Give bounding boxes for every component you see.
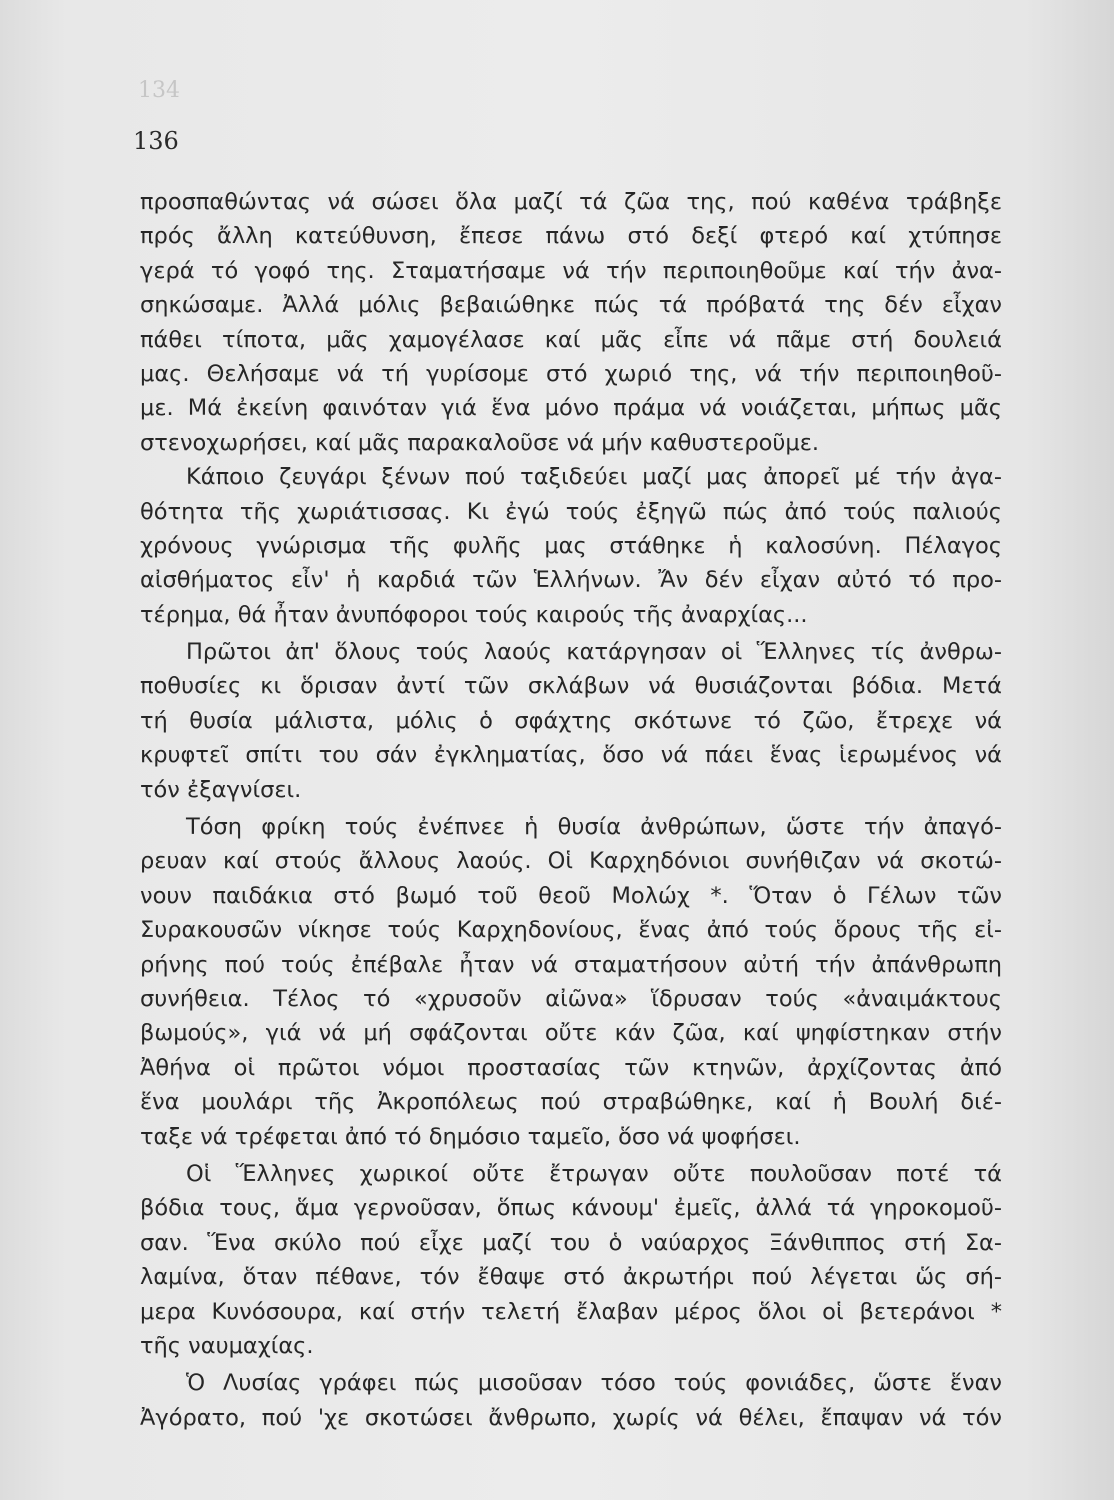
text-line: ἕνα μουλάρι τῆς Ἀκροπόλεως πού στραβώθηκε, καί ἡ Βουλή διέ-	[140, 1089, 1002, 1116]
text-line: νουν παιδάκια στό βωμό τοῦ θεοῦ Μολώχ *. Ὅταν ὁ Γέλων τῶν	[140, 882, 1002, 909]
text-line: Κάποιο ζευγάρι ξένων πού ταξιδεύει μαζί μας ἀπορεῖ μέ τήν ἀγα-	[186, 464, 1002, 491]
text-line: θότητα τῆς χωριάτισσας. Κι ἐγώ τούς ἐξηγῶ πώς ἀπό τούς παλιούς	[140, 498, 1002, 525]
text-line: με. Μά ἐκείνη φαινόταν γιά ἕνα μόνο πράμα νά νοιάζεται, μήπως μᾶς	[140, 395, 1002, 422]
text-line: ποθυσίες κι ὅρισαν ἀντί τῶν σκλάβων νά θυσιάζονται βόδια. Μετά	[140, 673, 1002, 700]
text-line: Ἀγόρατο, πού 'χε σκοτώσει ἄνθρωπο, χωρίς νά θέλει, ἔπαψαν νά τόν	[140, 1404, 1002, 1431]
text-line: Ἀθήνα οἱ πρῶτοι νόμοι προστασίας τῶν κτηνῶν, ἀρχίζοντας ἀπό	[140, 1054, 1002, 1081]
text-line: Ὁ Λυσίας γράφει πώς μισοῦσαν τόσο τούς φονιάδες, ὥστε ἕναν	[186, 1370, 1002, 1397]
text-line: αἰσθήματος εἶν' ἡ καρδιά τῶν Ἑλλήνων. Ἄν δέν εἶχαν αὐτό τό προ-	[140, 567, 1002, 594]
text-line: στενοχωρήσει, καί μᾶς παρακαλοῦσε νά μήν καθυστεροῦμε.	[140, 429, 820, 456]
text-line: βόδια τους, ἅμα γερνοῦσαν, ὅπως κάνουμ' ἐμεῖς, ἀλλά τά γηροκομοῦ-	[140, 1195, 1002, 1222]
page-number: 136	[133, 127, 179, 155]
text-line: μερα Κυνόσουρα, καί στήν τελετή ἔλαβαν μέρος ὅλοι οἱ βετεράνοι *	[140, 1298, 1002, 1325]
text-line: ρήνης πού τούς ἐπέβαλε ἦταν νά σταματήσουν αὐτή τήν ἀπάνθρωπη	[140, 951, 1002, 978]
text-line: πρός ἄλλη κατεύθυνση, ἔπεσε πάνω στό δεξί φτερό καί χτύπησε	[140, 223, 1002, 250]
text-line: Πρῶτοι ἀπ' ὅλους τούς λαούς κατάργησαν οἱ Ἕλληνες τίς ἀνθρω-	[186, 639, 1002, 666]
text-line: ταξε νά τρέφεται ἀπό τό δημόσιο ταμεῖο, ὅσο νά ψοφήσει.	[140, 1123, 801, 1150]
paragraph	[140, 810, 1002, 1154]
paragraph	[140, 1157, 1002, 1363]
paragraph	[140, 185, 1002, 460]
paragraph	[140, 1366, 1002, 1435]
bleed-through-page-number: 134	[138, 78, 180, 103]
text-line: ρευαν καί στούς ἄλλους λαούς. Οἱ Καρχηδόνιοι συνήθιζαν νά σκοτώ-	[140, 848, 1002, 875]
text-line: συνήθεια. Τέλος τό «χρυσοῦν αἰῶνα» ἵδρυσαν τούς «ἀναιμάκτους	[140, 985, 1002, 1012]
text-line: γερά τό γοφό της. Σταματήσαμε νά τήν περιποιηθοῦμε καί τήν ἀνα-	[140, 257, 1002, 284]
text-line: τή θυσία μάλιστα, μόλις ὁ σφάχτης σκότωνε τό ζῶο, ἔτρεχε νά	[140, 707, 1002, 734]
paragraph	[140, 635, 1002, 807]
text-line: κρυφτεῖ σπίτι του σάν ἐγκληματίας, ὅσο νά πάει ἕνας ἱερωμένος νά	[140, 742, 1002, 769]
text-line: μας. Θελήσαμε νά τή γυρίσομε στό χωριό της, νά τήν περιποιηθοῦ-	[140, 360, 1002, 387]
text-line: σαν. Ἕνα σκύλο πού εἶχε μαζί του ὁ ναύαρχος Ξάνθιππος στή Σα-	[140, 1229, 1002, 1256]
text-line: Τόση φρίκη τούς ἐνέπνεε ἡ θυσία ἀνθρώπων, ὥστε τήν ἀπαγό-	[186, 814, 1002, 841]
text-line: τέρημα, θά ἦταν ἀνυπόφοροι τούς καιρούς τῆς ἀναρχίας...	[140, 601, 808, 628]
text-line: Οἱ Ἕλληνες χωρικοί οὔτε ἔτρωγαν οὔτε πουλοῦσαν ποτέ τά	[186, 1160, 1002, 1187]
text-line: τόν ἐξαγνίσει.	[140, 776, 302, 803]
text-line: σηκώσαμε. Ἀλλά μόλις βεβαιώθηκε πώς τά πρόβατά της δέν εἶχαν	[140, 292, 1002, 319]
text-line: Συρακουσῶν νίκησε τούς Καρχηδονίους, ἕνας ἀπό τούς ὅρους τῆς εἰ-	[140, 917, 1002, 944]
body-text	[140, 185, 1002, 1435]
text-line: πάθει τίποτα, μᾶς χαμογέλασε καί μᾶς εἶπε νά πᾶμε στή δουλειά	[140, 326, 1002, 353]
text-line: χρόνους γνώρισμα τῆς φυλῆς μας στάθηκε ἡ καλοσύνη. Πέλαγος	[140, 532, 1002, 559]
text-line: λαμίνα, ὅταν πέθανε, τόν ἔθαψε στό ἀκρωτήρι πού λέγεται ὥς σή-	[140, 1264, 1002, 1291]
text-line: τῆς ναυμαχίας.	[140, 1332, 314, 1359]
paragraph	[140, 460, 1002, 632]
text-line: βωμούς», γιά νά μή σφάζονται οὔτε κάν ζῶα, καί ψηφίστηκαν στήν	[140, 1020, 1002, 1047]
text-line: προσπαθώντας νά σώσει ὅλα μαζί τά ζῶα της, πού καθένα τράβηξε	[140, 189, 1002, 215]
